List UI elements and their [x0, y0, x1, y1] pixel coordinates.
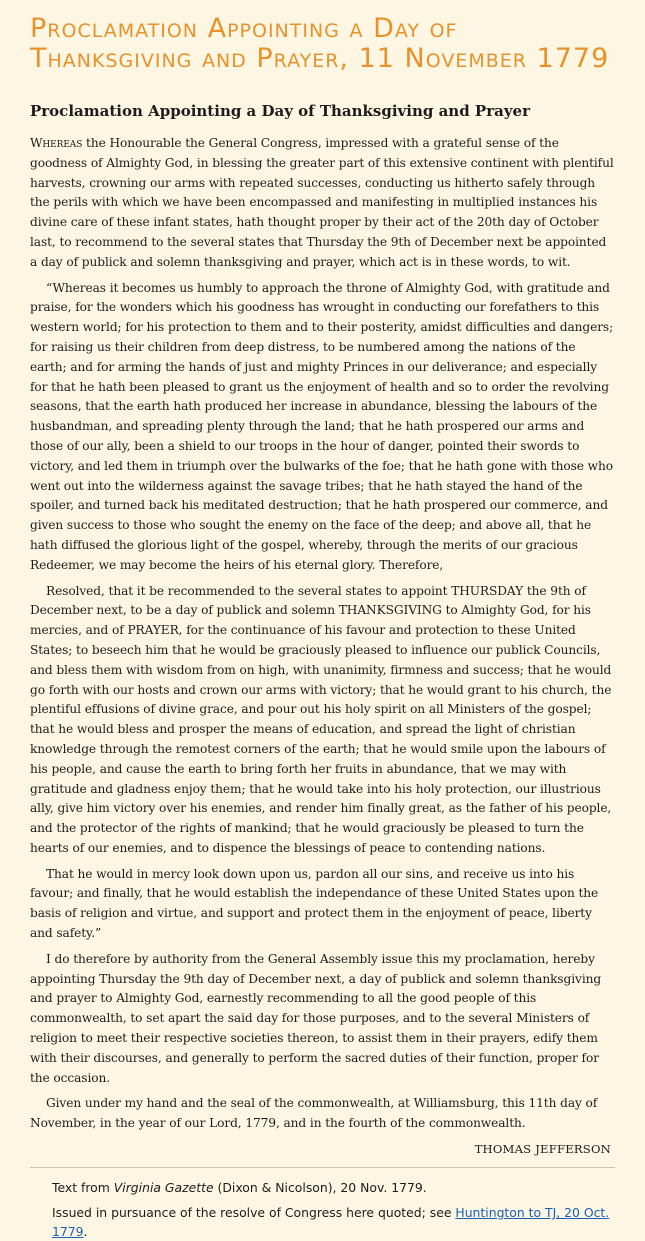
page-title: Proclamation Appointing a Day of Thanksgiving and Prayer, 11 November 1779	[30, 13, 610, 74]
paragraph-text: the Honourable the General Congress, impressed with a grateful sense of the goodness of Almighty God, in blessing the greater part of this extensive continent with plentiful harvests, crowning our arms with repeated successes, conducting us hitherto safely through the perils with which we have been encompassed and manifesting in multiplied instances his divine care of these infant states, hath thought proper by their act of the 20th day of October last, to recommend to the several states that Thursday the 9th of December next be appointed a day of publick and solemn thanksgiving and prayer, which act is in these words, to wit.	[30, 136, 614, 269]
source-note	[52, 1178, 615, 1197]
source-title: Virginia Gazette	[113, 1180, 214, 1196]
huntington-letter-link[interactable]: Huntington to TJ, 20 Oct. 1779	[52, 1205, 610, 1240]
signature: THOMAS JEFFERSON	[474, 1142, 611, 1157]
note-suffix: .	[83, 1224, 88, 1240]
paragraph-given: Given under my hand and the seal of the commonwealth, at Williamsburg, this 11th day of November, in the year of our Lord, 1779, and in the fourth of the commonwealth.	[30, 1096, 598, 1131]
note-prefix: Issued in pursuance of the resolve of Congress here quoted; see	[52, 1205, 456, 1221]
source-suffix: (Dixon & Nicolson), 20 Nov. 1779.	[213, 1180, 427, 1196]
paragraph-congress-quote: “Whereas it becomes us humbly to approach the throne of Almighty God, with gratitude and praise, for the wonders which his goodness has wrought in conducting our forefathers to this western world; for his protection to them and to their posterity, amidst difficulties and dangers; for raising us their children from deep distress, to be numbered among the nations of the earth; and for arming the hands of just and mighty Princes in our deliverance; and especially for that he hath been pleased to grant us the enjoyment of health and so to order the revolving seasons, that the earth hath produced her increase in abundance, blessing the labours of the husbandman, and spreading plenty through the land; that he hath prospered our arms and those of our ally, been a shield to our troops in the hour of danger, pointed their swords to victory, and led them in triumph over the bulwarks of the foe; that he hath gone with those who went out into the wilderness against the savage tribes; that he hath stayed the hand of the spoiler, and turned back his meditated destruction; that he hath prospered our commerce, and given success to those who sought the enemy on the face of the deep; and above all, that he hath diffused the glorious light of the gospel, whereby, through the merits of our gracious Redeemer, we may become the heirs of his eternal glory. Therefore,	[30, 280, 614, 572]
paragraph-whereas	[30, 134, 615, 273]
source-prefix: Text from	[52, 1180, 114, 1196]
document-heading: Proclamation Appointing a Day of Thanksgiving and Prayer	[30, 102, 530, 120]
paragraph-resolved: Resolved, that it be recommended to the several states to appoint THURSDAY the 9th of December next, to be a day of publick and solemn THANKSGIVING to Almighty God, for his mercies, and of PRAYER, for the continuance of his favour and protection to these United States; to beseech him that he would be graciously pleased to influence our publick Councils, and bless them with wisdom from on high, with unanimity, firmness and success; that he would go forth with our hosts and crown our arms with victory; that he would grant to his church, the plentiful effusions of divine grace, and pour out his holy spirit on all Ministers of the gospel; that he would bless and prosper the means of education, and spread the light of christian knowledge through the remotest corners of the earth; that he would smile upon the labours of his people, and cause the earth to bring forth her fruits in abundance, that we may with gratitude and gladness enjoy them; that he would take into his holy protection, our illustrious ally, give him victory over his enemies, and render him finally great, as the father of his people, and the protector of the rights of mankind; that he would graciously be pleased to turn the hearts of our enemies, and to dispence the blessings of peace to contending nations.	[30, 583, 612, 855]
lead-word: Whereas	[30, 136, 83, 150]
divider	[30, 1167, 615, 1168]
editorial-note	[52, 1203, 615, 1241]
paragraph-mercy: That he would in mercy look down upon us, pardon all our sins, and receive us into his favour; and finally, that he would establish the independance of these United States upon the basis of religion and virtue, and support and protect them in the enjoyment of peace, liberty and safety.”	[30, 866, 599, 941]
paragraph-proclamation: I do therefore by authority from the General Assembly issue this my proclamation, hereby appointing Thursday the 9th day of December next, a day of publick and solemn thanksgiving and prayer to Almighty God, earnestly recommending to all the good people of this commonwealth, to set apart the said day for those purposes, and to the several Ministers of religion to meet their respective societies thereon, to assist them in their prayers, edify them with their discourses, and generally to perform the sacred duties of their function, proper for the occasion.	[30, 951, 602, 1085]
document-body	[30, 102, 615, 1159]
source-notes	[30, 1178, 615, 1241]
